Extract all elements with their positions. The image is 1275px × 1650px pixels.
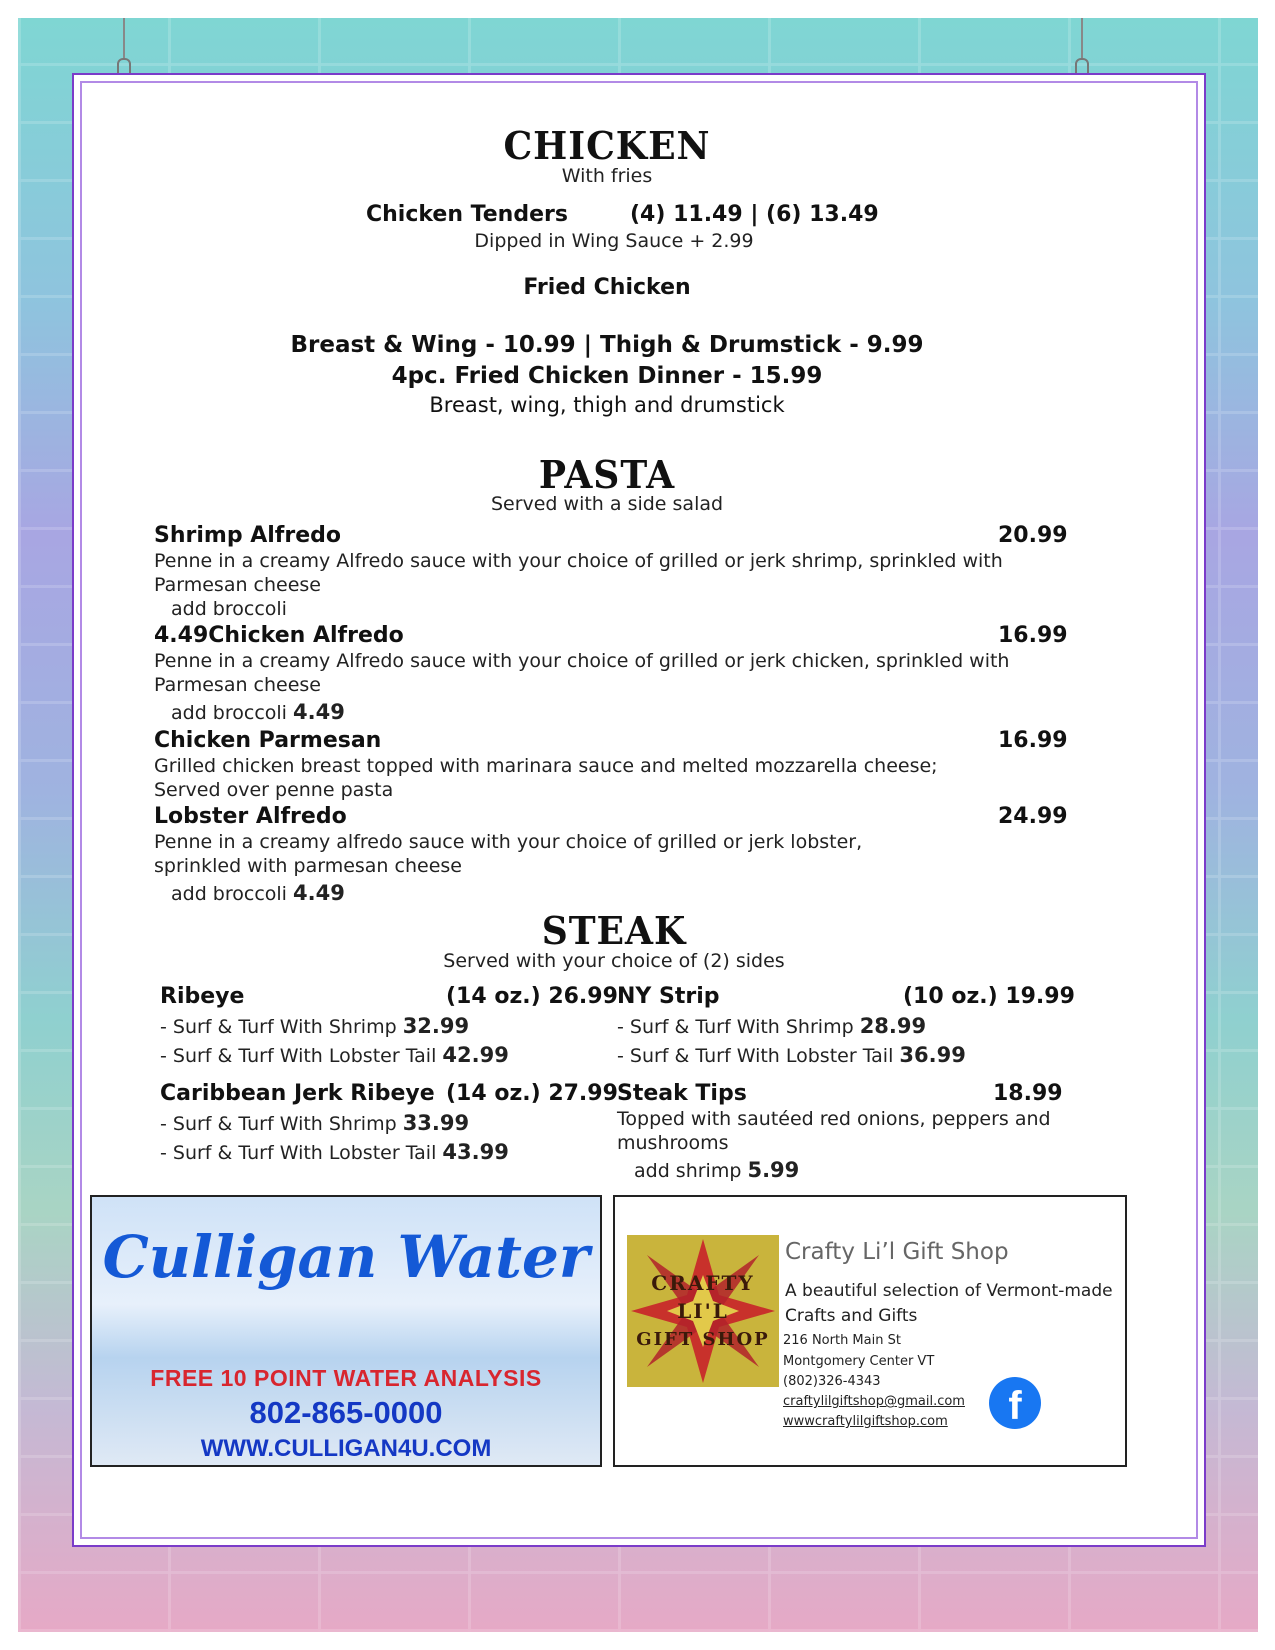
- steak-item-desc: mushrooms: [617, 1132, 729, 1154]
- pasta-item-desc: Penne in a creamy Alfredo sauce with your choice of grilled or jerk shrimp, sprinkled with: [154, 550, 1003, 572]
- pasta-item-name: Lobster Alfredo: [154, 804, 347, 829]
- fried-chicken-pieces: Breast & Wing - 10.99 | Thigh & Drumstick - 9.99: [290, 332, 924, 358]
- steak-option: - Surf & Turf With Lobster Tail 36.99: [617, 1043, 966, 1067]
- gift-shop-logo: [627, 1235, 779, 1387]
- pasta-item-desc: sprinkled with parmesan cheese: [154, 855, 462, 877]
- pasta-item-desc: Grilled chicken breast topped with marinara sauce and melted mozzarella cheese;: [154, 755, 938, 777]
- gift-shop-logo-text: LI'L: [677, 1299, 729, 1323]
- steak-option: - Surf & Turf With Shrimp 28.99: [617, 1014, 927, 1038]
- steak-section-subtitle: Served with your choice of (2) sides: [443, 950, 785, 972]
- gift-shop-address: 216 North Main St: [783, 1333, 901, 1348]
- pasta-item-price: 16.99: [998, 728, 1068, 753]
- pasta-item-desc: Penne in a creamy Alfredo sauce with your choice of grilled or jerk chicken, sprinkled with: [154, 650, 1010, 672]
- gift-shop-tagline: Crafts and Gifts: [785, 1306, 918, 1326]
- pasta-item-desc: Penne in a creamy alfredo sauce with your choice of grilled or jerk lobster,: [154, 831, 863, 853]
- culligan-ad[interactable]: [90, 1195, 602, 1467]
- steak-item-price: 18.99: [993, 1081, 1063, 1106]
- gift-shop-email[interactable]: craftylilgiftshop@gmail.com: [783, 1394, 965, 1409]
- chicken-tenders-name: Chicken Tenders: [366, 202, 568, 227]
- gift-shop-address: Montgomery Center VT: [783, 1354, 935, 1369]
- pasta-item-desc: Parmesan cheese: [154, 574, 322, 596]
- steak-option: - Surf & Turf With Lobster Tail 43.99: [160, 1140, 509, 1164]
- pasta-item-addon: add broccoli 4.49: [171, 700, 345, 724]
- chicken-tenders-note: Dipped in Wing Sauce + 2.99: [474, 230, 754, 252]
- steak-option: - Surf & Turf With Shrimp 33.99: [160, 1111, 470, 1135]
- chicken-tenders-price: (4) 11.49 | (6) 13.49: [630, 202, 879, 227]
- steak-section-title: STEAK: [541, 908, 687, 953]
- fried-chicken-dinner-desc: Breast, wing, thigh and drumstick: [429, 393, 785, 417]
- hanging-chain-right: [1079, 18, 1085, 74]
- gift-shop-name: Crafty Li’l Gift Shop: [785, 1239, 1009, 1265]
- pasta-item-addon: add broccoli 4.49: [171, 881, 345, 905]
- chicken-section-subtitle: With fries: [561, 165, 653, 187]
- culligan-phone: 802-865-0000: [249, 1395, 443, 1430]
- steak-item-name: Ribeye: [160, 984, 245, 1009]
- steak-item-name: NY Strip: [617, 984, 720, 1009]
- gift-shop-ad[interactable]: [613, 1195, 1127, 1467]
- pasta-item-price: 16.99: [998, 623, 1068, 648]
- gift-shop-tagline: A beautiful selection of Vermont-made: [785, 1281, 1113, 1301]
- pasta-item-price: 24.99: [998, 804, 1068, 829]
- steak-option: - Surf & Turf With Shrimp 32.99: [160, 1014, 470, 1038]
- steak-item-name: Steak Tips: [617, 1081, 747, 1106]
- fried-chicken-heading: Fried Chicken: [523, 275, 691, 300]
- gift-shop-phone: (802)326-4343: [783, 1374, 881, 1389]
- facebook-icon[interactable]: f: [989, 1377, 1041, 1429]
- pasta-item-addon: add broccoli: [171, 598, 287, 620]
- steak-item-price: (14 oz.) 26.99: [446, 984, 618, 1009]
- culligan-url[interactable]: WWW.CULLIGAN4U.COM: [200, 1435, 492, 1462]
- pasta-item-desc: Served over penne pasta: [154, 779, 394, 801]
- fried-chicken-dinner: 4pc. Fried Chicken Dinner - 15.99: [391, 363, 823, 389]
- steak-item-price: (14 oz.) 27.99: [446, 1081, 618, 1106]
- culligan-logo: Culligan Water: [102, 1223, 590, 1291]
- steak-option: - Surf & Turf With Lobster Tail 42.99: [160, 1043, 509, 1067]
- pasta-item-price: 20.99: [998, 523, 1068, 548]
- pasta-item-name: Chicken Parmesan: [154, 728, 382, 753]
- pasta-section-subtitle: Served with a side salad: [490, 493, 724, 515]
- hanging-chain-left: [121, 18, 127, 74]
- steak-item-name: Caribbean Jerk Ribeye: [160, 1081, 435, 1106]
- pasta-item-name: Shrimp Alfredo: [154, 523, 341, 548]
- steak-item-desc: Topped with sautéed red onions, peppers and: [617, 1108, 1051, 1130]
- gift-shop-logo-text: GIFT SHOP: [636, 1329, 770, 1350]
- pasta-item-desc: Parmesan cheese: [154, 674, 322, 696]
- gift-shop-logo-text: CRAFTY: [651, 1271, 755, 1295]
- pasta-section-title: PASTA: [538, 452, 676, 497]
- gift-shop-website[interactable]: wwwcraftylilgiftshop.com: [783, 1414, 948, 1429]
- chicken-section-title: CHICKEN: [503, 123, 711, 168]
- culligan-offer: FREE 10 POINT WATER ANALYSIS: [150, 1365, 542, 1391]
- steak-item-price: (10 oz.) 19.99: [903, 984, 1075, 1009]
- steak-item-addon: add shrimp 5.99: [634, 1158, 800, 1182]
- pasta-item-name: 4.49Chicken Alfredo: [154, 623, 404, 648]
